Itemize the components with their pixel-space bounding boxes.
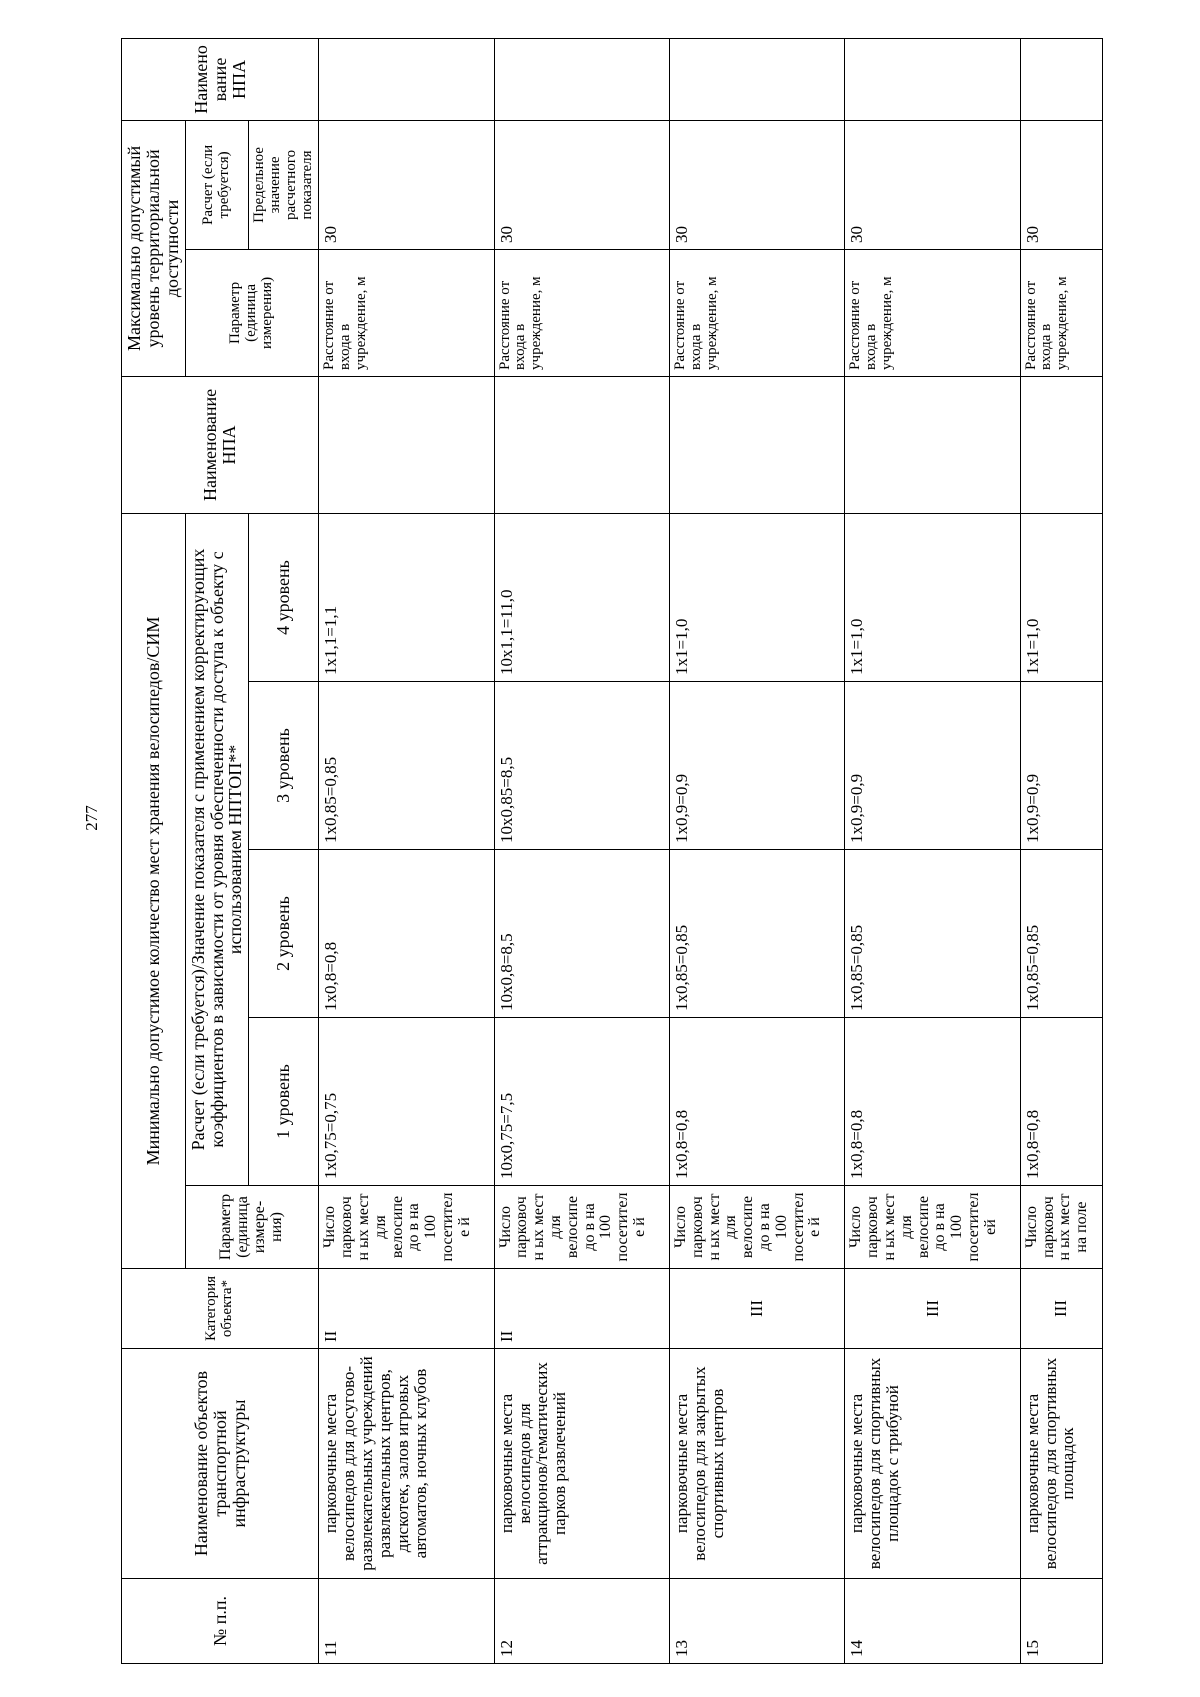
row-level-2: 10х0,8=8,5 — [494, 850, 669, 1018]
row-level-3: 1х0,85=0,85 — [319, 682, 494, 850]
header-level-4: 4 уровень — [249, 513, 319, 681]
row-npa-2 — [494, 38, 669, 120]
row-max-parameter: Расстояние от входа в учреждение, м — [1020, 249, 1102, 376]
header-max-calculation: Расчет (если требуется) — [185, 120, 249, 249]
header-max-parameter: Параметр (единица измерения) — [185, 249, 319, 376]
row-max-parameter: Расстояние от входа в учреждение, м — [845, 249, 1020, 376]
row-category: III — [1020, 1269, 1102, 1349]
row-level-2: 1х0,85=0,85 — [845, 850, 1020, 1018]
row-parameter: Число парковочн ых мест для велосипедо в на 100 посетителе й — [319, 1186, 494, 1269]
row-level-3: 1х0,9=0,9 — [670, 682, 845, 850]
row-category: II — [494, 1269, 669, 1349]
row-level-4: 10х1,1=11,0 — [494, 513, 669, 681]
row-level-4: 1х1=1,0 — [1020, 513, 1102, 681]
header-max-accessibility: Максимально допустимый уровень территориальной доступности — [122, 120, 186, 376]
header-npa-2: Наименование НПА — [122, 38, 319, 120]
row-level-1: 1х0,75=0,75 — [319, 1018, 494, 1186]
row-max-parameter: Расстояние от входа в учреждение, м — [494, 249, 669, 376]
row-object-name: парковочные места велосипедов для закрытых спортивных центров — [670, 1349, 845, 1579]
row-category: III — [670, 1269, 845, 1349]
header-object-name: Наименование объектов транспортной инфраструктуры — [122, 1349, 319, 1579]
table-row — [670, 38, 845, 1663]
row-parameter: Число парковочн ых мест для велосипедо в на 100 посетителей — [845, 1186, 1020, 1269]
row-max-limit: 30 — [670, 120, 845, 249]
row-npa — [845, 376, 1020, 513]
row-level-3: 1х0,9=0,9 — [845, 682, 1020, 850]
row-level-1: 1х0,8=0,8 — [1020, 1018, 1102, 1186]
row-level-1: 1х0,8=0,8 — [845, 1018, 1020, 1186]
row-level-3: 1х0,9=0,9 — [1020, 682, 1102, 850]
row-max-parameter: Расстояние от входа в учреждение, м — [670, 249, 845, 376]
row-level-3: 10х0,85=8,5 — [494, 682, 669, 850]
table-row — [319, 38, 494, 1663]
table-row — [845, 38, 1020, 1663]
row-parameter: Число парковочн ых мест для велосипедо в на 100 посетителе й — [670, 1186, 845, 1269]
row-level-2: 1х0,85=0,85 — [670, 850, 845, 1018]
row-level-1: 1х0,8=0,8 — [670, 1018, 845, 1186]
row-num: 15 — [1020, 1579, 1102, 1664]
header-min-storage: Минимально допустимое количество мест хранения велосипедов/СИМ — [122, 513, 186, 1268]
row-npa-2 — [319, 38, 494, 120]
row-max-limit: 30 — [1020, 120, 1102, 249]
header-max-limit: Предельное значение расчетного показателя — [249, 120, 319, 249]
row-category: II — [319, 1269, 494, 1349]
row-level-4: 1х1=1,0 — [845, 513, 1020, 681]
row-max-limit: 30 — [319, 120, 494, 249]
row-npa-2 — [670, 38, 845, 120]
header-num: № п.п. — [122, 1579, 319, 1664]
row-num: 13 — [670, 1579, 845, 1664]
row-max-limit: 30 — [845, 120, 1020, 249]
header-level-3: 3 уровень — [249, 682, 319, 850]
row-level-1: 10х0,75=7,5 — [494, 1018, 669, 1186]
table-header — [122, 38, 319, 1663]
row-num: 12 — [494, 1579, 669, 1664]
row-npa — [1020, 376, 1102, 513]
header-parameter: Параметр (единица измере-ния) — [185, 1186, 319, 1269]
page-number: 277 — [82, 805, 101, 831]
row-level-2: 1х0,85=0,85 — [1020, 850, 1102, 1018]
row-object-name: парковочные места велосипедов для спортивных площадок — [1020, 1349, 1102, 1579]
table-row — [1020, 38, 1102, 1663]
header-level-2: 2 уровень — [249, 850, 319, 1018]
header-npa: Наименование НПА — [122, 376, 319, 513]
standards-table — [121, 38, 1103, 1664]
rotated-table-container — [121, 39, 1103, 1664]
row-max-parameter: Расстояние от входа в учреждение, м — [319, 249, 494, 376]
row-max-limit: 30 — [494, 120, 669, 249]
row-level-4: 1х1,1=1,1 — [319, 513, 494, 681]
header-category: Категория объекта* — [122, 1269, 319, 1349]
row-npa — [494, 376, 669, 513]
row-object-name: парковочные места велосипедов для досугово-развлекательных учреждений развлекательных центров, дискотек, залов игровых автоматов, ночных клубов — [319, 1349, 494, 1579]
row-num: 14 — [845, 1579, 1020, 1664]
row-object-name: парковочные места велосипедов для спортивных площадок с трибуной — [845, 1349, 1020, 1579]
row-category: III — [845, 1269, 1020, 1349]
row-object-name: парковочные места велосипедов для аттракционов/тематических парков развлечений — [494, 1349, 669, 1579]
row-npa-2 — [845, 38, 1020, 120]
row-npa — [670, 376, 845, 513]
table-row — [494, 38, 669, 1663]
row-npa-2 — [1020, 38, 1102, 120]
row-parameter: Число парковочн ых мест для велосипедо в на 100 посетителе й — [494, 1186, 669, 1269]
row-parameter: Число парковочн ых мест на поле — [1020, 1186, 1102, 1269]
row-npa — [319, 376, 494, 513]
header-calculation: Расчет (если требуется)/Значение показателя с применением корректирующих коэффициентов в зависимости от уровня обеспеченности доступа к объекту с использованием НПТОП** — [185, 513, 249, 1185]
row-level-4: 1х1=1,0 — [670, 513, 845, 681]
row-level-2: 1х0,8=0,8 — [319, 850, 494, 1018]
header-level-1: 1 уровень — [249, 1018, 319, 1186]
row-num: 11 — [319, 1579, 494, 1664]
table-body — [319, 38, 1103, 1663]
